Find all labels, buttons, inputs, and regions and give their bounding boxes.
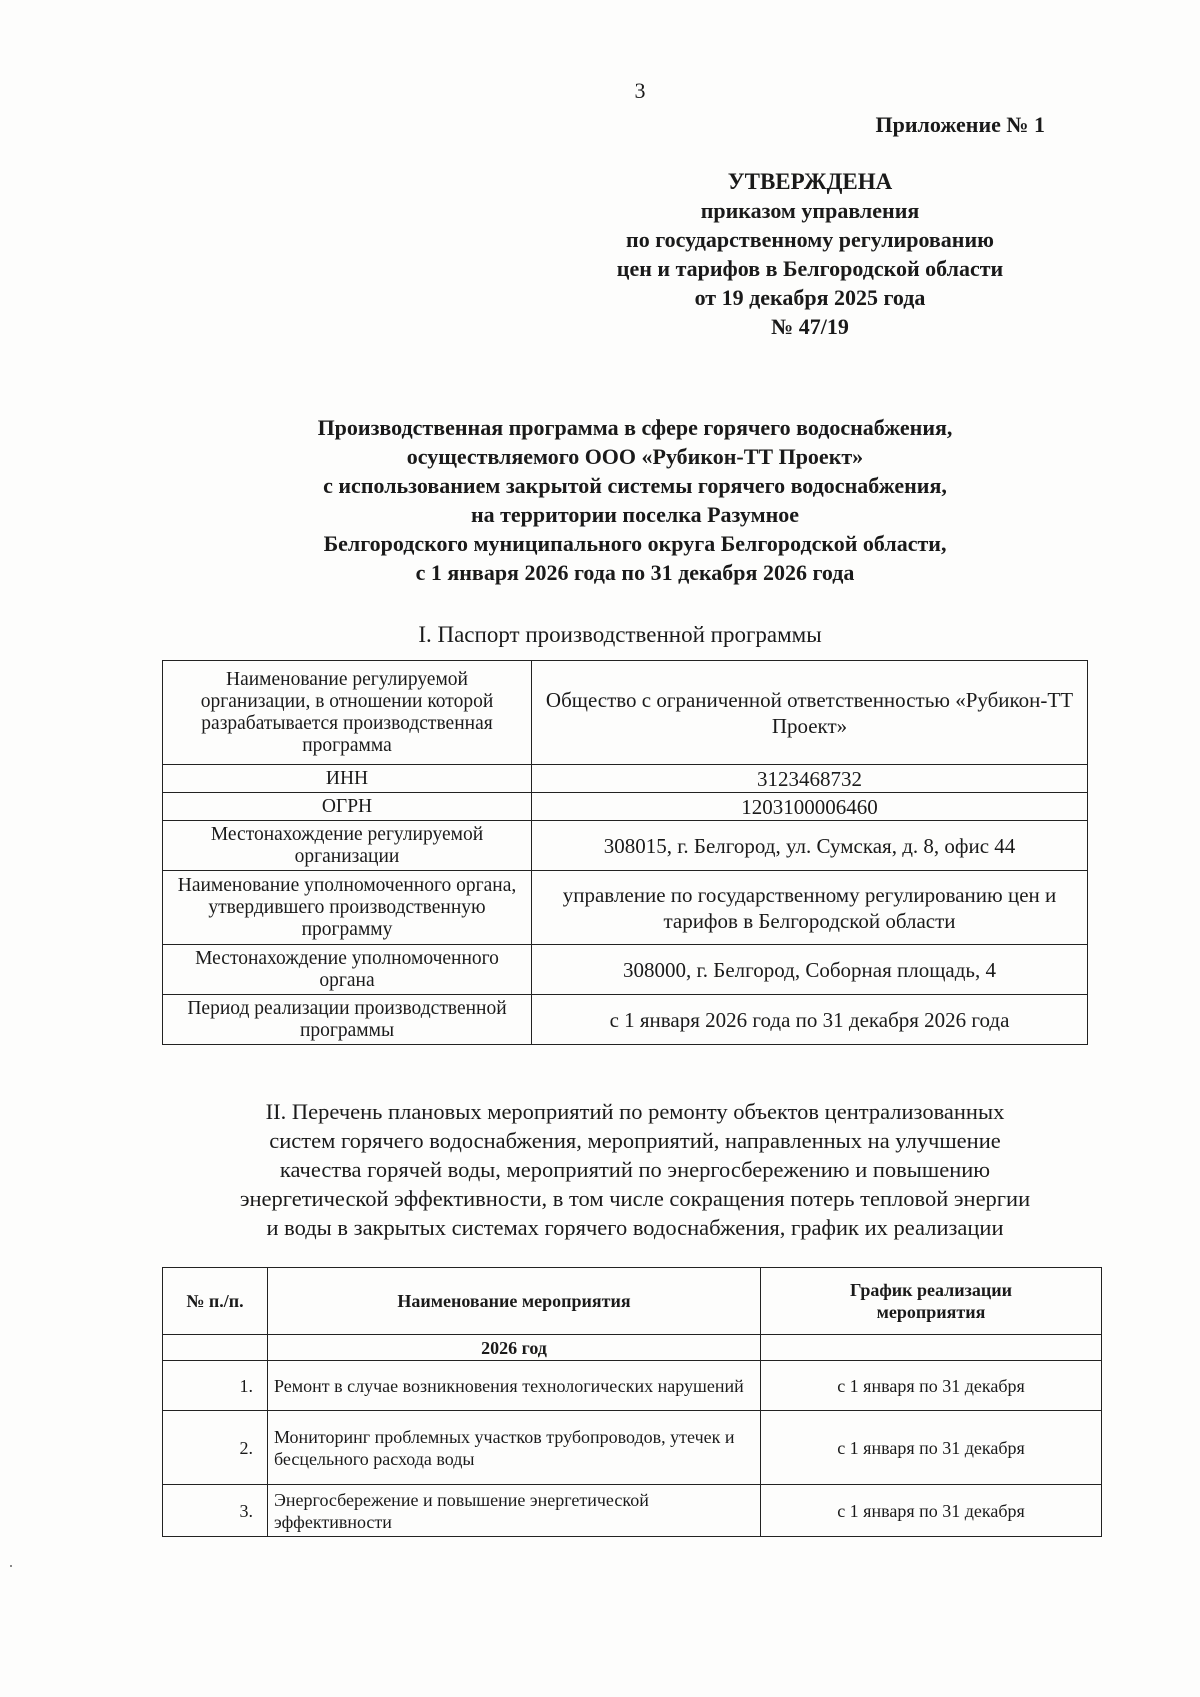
measure-name: Ремонт в случае возникновения технологических нарушений — [268, 1361, 761, 1411]
row-number: 1. — [163, 1361, 268, 1411]
col-header-schedule-text: График реализации мероприятия — [850, 1280, 1012, 1322]
approval-order-number: № 47/19 — [771, 314, 849, 339]
passport-value: 3123468732 — [532, 765, 1088, 793]
passport-label: Период реализации производственной программы — [163, 995, 532, 1045]
passport-heading: I. Паспорт производственной программы — [418, 622, 822, 647]
approval-line: цен и тарифов в Белгородской области — [616, 256, 1004, 281]
empty-cell — [163, 1335, 268, 1361]
row-number: 2. — [163, 1411, 268, 1485]
passport-value: 308015, г. Белгород, ул. Сумская, д. 8, офис 44 — [532, 821, 1088, 871]
approval-line: по государственному регулированию — [626, 227, 994, 252]
appendix-label: Приложение № 1 — [875, 112, 1045, 137]
table-row — [163, 765, 1088, 793]
table-row — [163, 1411, 1102, 1485]
approval-block — [560, 110, 1060, 341]
heading-line: качества горячей воды, мероприятий по энергосбережению и повышению — [279, 1157, 991, 1182]
measure-schedule: с 1 января по 31 декабря — [761, 1485, 1102, 1537]
passport-label: Местонахождение регулируемой организации — [163, 821, 532, 871]
table-row — [163, 661, 1088, 765]
passport-value: 308000, г. Белгород, Соборная площадь, 4 — [532, 945, 1088, 995]
table-row — [163, 995, 1088, 1045]
title-line: Производственная программа в сфере горячего водоснабжения, — [317, 415, 953, 440]
scan-speck — [10, 1565, 12, 1567]
passport-label: Наименование уполномоченного органа, утвердившего производственную программу — [163, 871, 532, 945]
passport-value: с 1 января 2026 года по 31 декабря 2026 года — [532, 995, 1088, 1045]
year-row — [163, 1335, 1102, 1361]
title-line: с 1 января 2026 года по 31 декабря 2026 года — [415, 560, 855, 585]
empty-cell — [761, 1335, 1102, 1361]
passport-label: ИНН — [163, 765, 532, 793]
measures-table — [162, 1267, 1102, 1537]
col-header-number: № п./п. — [163, 1268, 268, 1335]
col-header-schedule — [761, 1268, 1102, 1335]
table-row — [163, 793, 1088, 821]
row-number: 3. — [163, 1485, 268, 1537]
table-row — [163, 821, 1088, 871]
passport-label: Местонахождение уполномоченного органа — [163, 945, 532, 995]
approval-line: приказом управления — [700, 198, 920, 223]
approved-stamp-text: УТВЕРЖДЕНА — [727, 169, 893, 194]
title-line: осуществляемого ООО «Рубикон-ТТ Проект» — [406, 444, 864, 469]
title-line: на территории поселка Разумное — [470, 502, 800, 527]
approval-date: от 19 декабря 2025 года — [694, 285, 926, 310]
passport-label: ОГРН — [163, 793, 532, 821]
heading-line: энергетической эффективности, в том числе сокращения потерь тепловой энергии — [239, 1186, 1031, 1211]
measure-name: Мониторинг проблемных участков трубопроводов, утечек и бесцельного расхода воды — [268, 1411, 761, 1485]
heading-line: и воды в закрытых системах горячего водоснабжения, график их реализации — [266, 1215, 1004, 1240]
passport-table — [162, 660, 1088, 1045]
section2-heading — [130, 1097, 1140, 1242]
passport-value: управление по государственному регулированию цен и тарифов в Белгородской области — [532, 871, 1088, 945]
title-line: с использованием закрытой системы горячего водоснабжения, — [323, 473, 947, 498]
measure-schedule: с 1 января по 31 декабря — [761, 1361, 1102, 1411]
col-header-name: Наименование мероприятия — [268, 1268, 761, 1335]
measure-name: Энергосбережение и повышение энергетической эффективности — [268, 1485, 761, 1537]
title-line: Белгородского муниципального округа Белгородской области, — [323, 531, 947, 556]
table-row — [163, 945, 1088, 995]
passport-label: Наименование регулируемой организации, в отношении которой разрабатывается производственная программа — [163, 661, 532, 765]
table-row — [163, 871, 1088, 945]
passport-value: Общество с ограниченной ответственностью «Рубикон-ТТ Проект» — [532, 661, 1088, 765]
passport-value: 1203100006460 — [532, 793, 1088, 821]
heading-line: систем горячего водоснабжения, мероприятий, направленных на улучшение — [269, 1128, 1001, 1153]
year-label: 2026 год — [268, 1335, 761, 1361]
heading-line: II. Перечень плановых мероприятий по ремонту объектов централизованных — [265, 1099, 1005, 1124]
table-header-row — [163, 1268, 1102, 1335]
program-title — [130, 413, 1140, 587]
table-row — [163, 1485, 1102, 1537]
measure-schedule: с 1 января по 31 декабря — [761, 1411, 1102, 1485]
table-row — [163, 1361, 1102, 1411]
page-number: 3 — [634, 78, 646, 103]
